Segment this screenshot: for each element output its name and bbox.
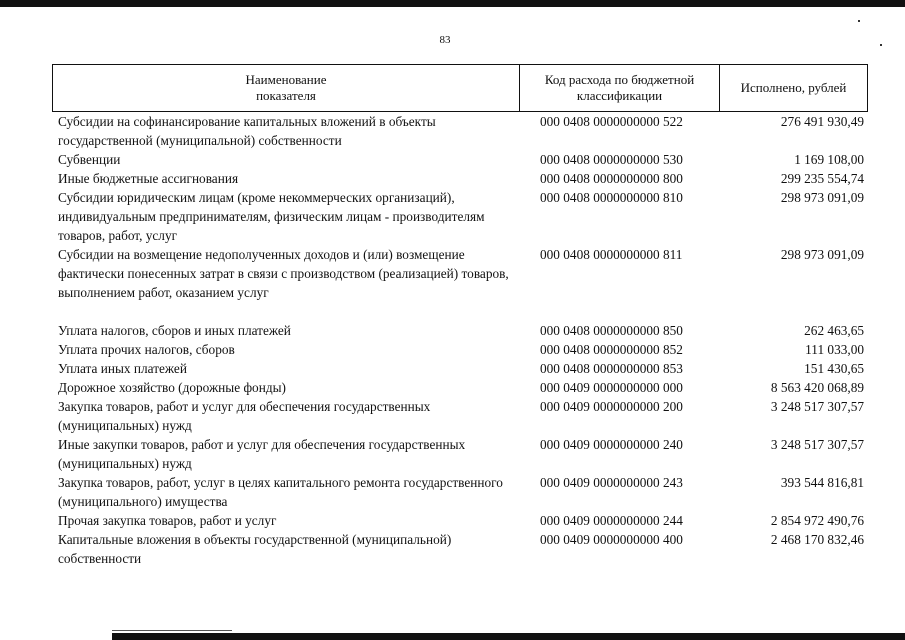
table-row — [58, 321, 868, 340]
table-row — [58, 340, 868, 359]
row-name: Закупка товаров, работ и услуг для обеспечения государственных (муниципальных) нужд — [58, 399, 431, 433]
row-code: 000 0408 0000000000 853 — [540, 361, 683, 376]
row-code: 000 0408 0000000000 810 — [540, 190, 683, 205]
row-amount: 2 854 972 490,76 — [770, 513, 864, 528]
header-name — [53, 65, 520, 111]
row-name: Уплата иных платежей — [58, 361, 187, 376]
table-row — [58, 112, 868, 150]
row-amount: 1 169 108,00 — [794, 152, 864, 167]
row-amount: 151 430,65 — [804, 361, 864, 376]
table-row — [58, 397, 868, 435]
row-amount: 3 248 517 307,57 — [770, 399, 864, 414]
row-name: Субсидии юридическим лицам (кроме некоммерческих организаций), индивидуальным предпринимателям, физическим лицам - производителям товаров, работ, услуг — [58, 190, 485, 243]
header-name-line2: показателя — [256, 88, 316, 103]
row-name: Закупка товаров, работ, услуг в целях капитального ремонта государственного (муниципального) имущества — [58, 475, 503, 509]
table-header — [52, 64, 868, 112]
row-amount: 111 033,00 — [805, 342, 864, 357]
row-code: 000 0408 0000000000 852 — [540, 342, 683, 357]
row-code: 000 0408 0000000000 522 — [540, 114, 683, 129]
row-code: 000 0408 0000000000 800 — [540, 171, 683, 186]
table-row — [58, 169, 868, 188]
row-amount: 2 468 170 832,46 — [770, 532, 864, 547]
scan-speck — [880, 44, 882, 46]
row-code: 000 0409 0000000000 240 — [540, 437, 683, 452]
table-row — [58, 378, 868, 397]
row-name: Иные бюджетные ассигнования — [58, 171, 239, 186]
page-number: 83 — [439, 34, 451, 46]
row-amount: 299 235 554,74 — [780, 171, 864, 186]
table-row — [58, 473, 868, 511]
header-code-line1: Код расхода по бюджетной — [544, 72, 695, 87]
row-name: Дорожное хозяйство (дорожные фонды) — [58, 380, 286, 395]
header-name-line1: Наименование — [245, 72, 327, 87]
header-code-line2: классификации — [576, 88, 663, 103]
table-body — [58, 112, 868, 568]
row-code: 000 0409 0000000000 200 — [540, 399, 683, 414]
row-name: Капитальные вложения в объекты государственной (муниципальной) собственности — [58, 532, 452, 566]
row-amount: 298 973 091,09 — [780, 190, 864, 205]
table-row — [58, 150, 868, 169]
scan-speck — [858, 20, 860, 22]
row-name: Прочая закупка товаров, работ и услуг — [58, 513, 277, 528]
row-amount: 3 248 517 307,57 — [770, 437, 864, 452]
table-row — [58, 245, 868, 302]
row-amount: 276 491 930,49 — [780, 114, 864, 129]
row-amount: 393 544 816,81 — [780, 475, 864, 490]
row-name: Субсидии на софинансирование капитальных вложений в объекты государственной (муниципальной) собственности — [58, 114, 436, 148]
table-row — [58, 511, 868, 530]
row-amount: 262 463,65 — [804, 323, 864, 338]
row-code: 000 0408 0000000000 850 — [540, 323, 683, 338]
table-row — [58, 435, 868, 473]
row-code: 000 0408 0000000000 811 — [540, 247, 683, 262]
header-code — [520, 65, 720, 111]
row-amount: 8 563 420 068,89 — [770, 380, 864, 395]
table-row — [58, 188, 868, 245]
row-code: 000 0409 0000000000 243 — [540, 475, 683, 490]
table-row — [58, 530, 868, 568]
scan-border-bottom — [112, 633, 905, 640]
row-code: 000 0408 0000000000 530 — [540, 152, 683, 167]
row-name: Уплата налогов, сборов и иных платежей — [58, 323, 291, 338]
scan-border-top — [0, 0, 905, 7]
row-name: Уплата прочих налогов, сборов — [58, 342, 235, 357]
row-name: Субвенции — [58, 152, 121, 167]
row-amount: 298 973 091,09 — [780, 247, 864, 262]
row-name: Субсидии на возмещение недополученных доходов и (или) возмещение фактически понесенных затрат в связи с производством (реализацией) товаров, выполнением работ, оказанием услуг — [58, 247, 509, 300]
row-name: Иные закупки товаров, работ и услуг для обеспечения государственных (муниципальных) нужд — [58, 437, 466, 471]
row-code: 000 0409 0000000000 244 — [540, 513, 683, 528]
row-code: 000 0409 0000000000 000 — [540, 380, 683, 395]
table-row — [58, 359, 868, 378]
scan-line-bottom — [112, 630, 232, 631]
header-amount: Исполнено, рублей — [740, 80, 847, 95]
row-code: 000 0409 0000000000 400 — [540, 532, 683, 547]
